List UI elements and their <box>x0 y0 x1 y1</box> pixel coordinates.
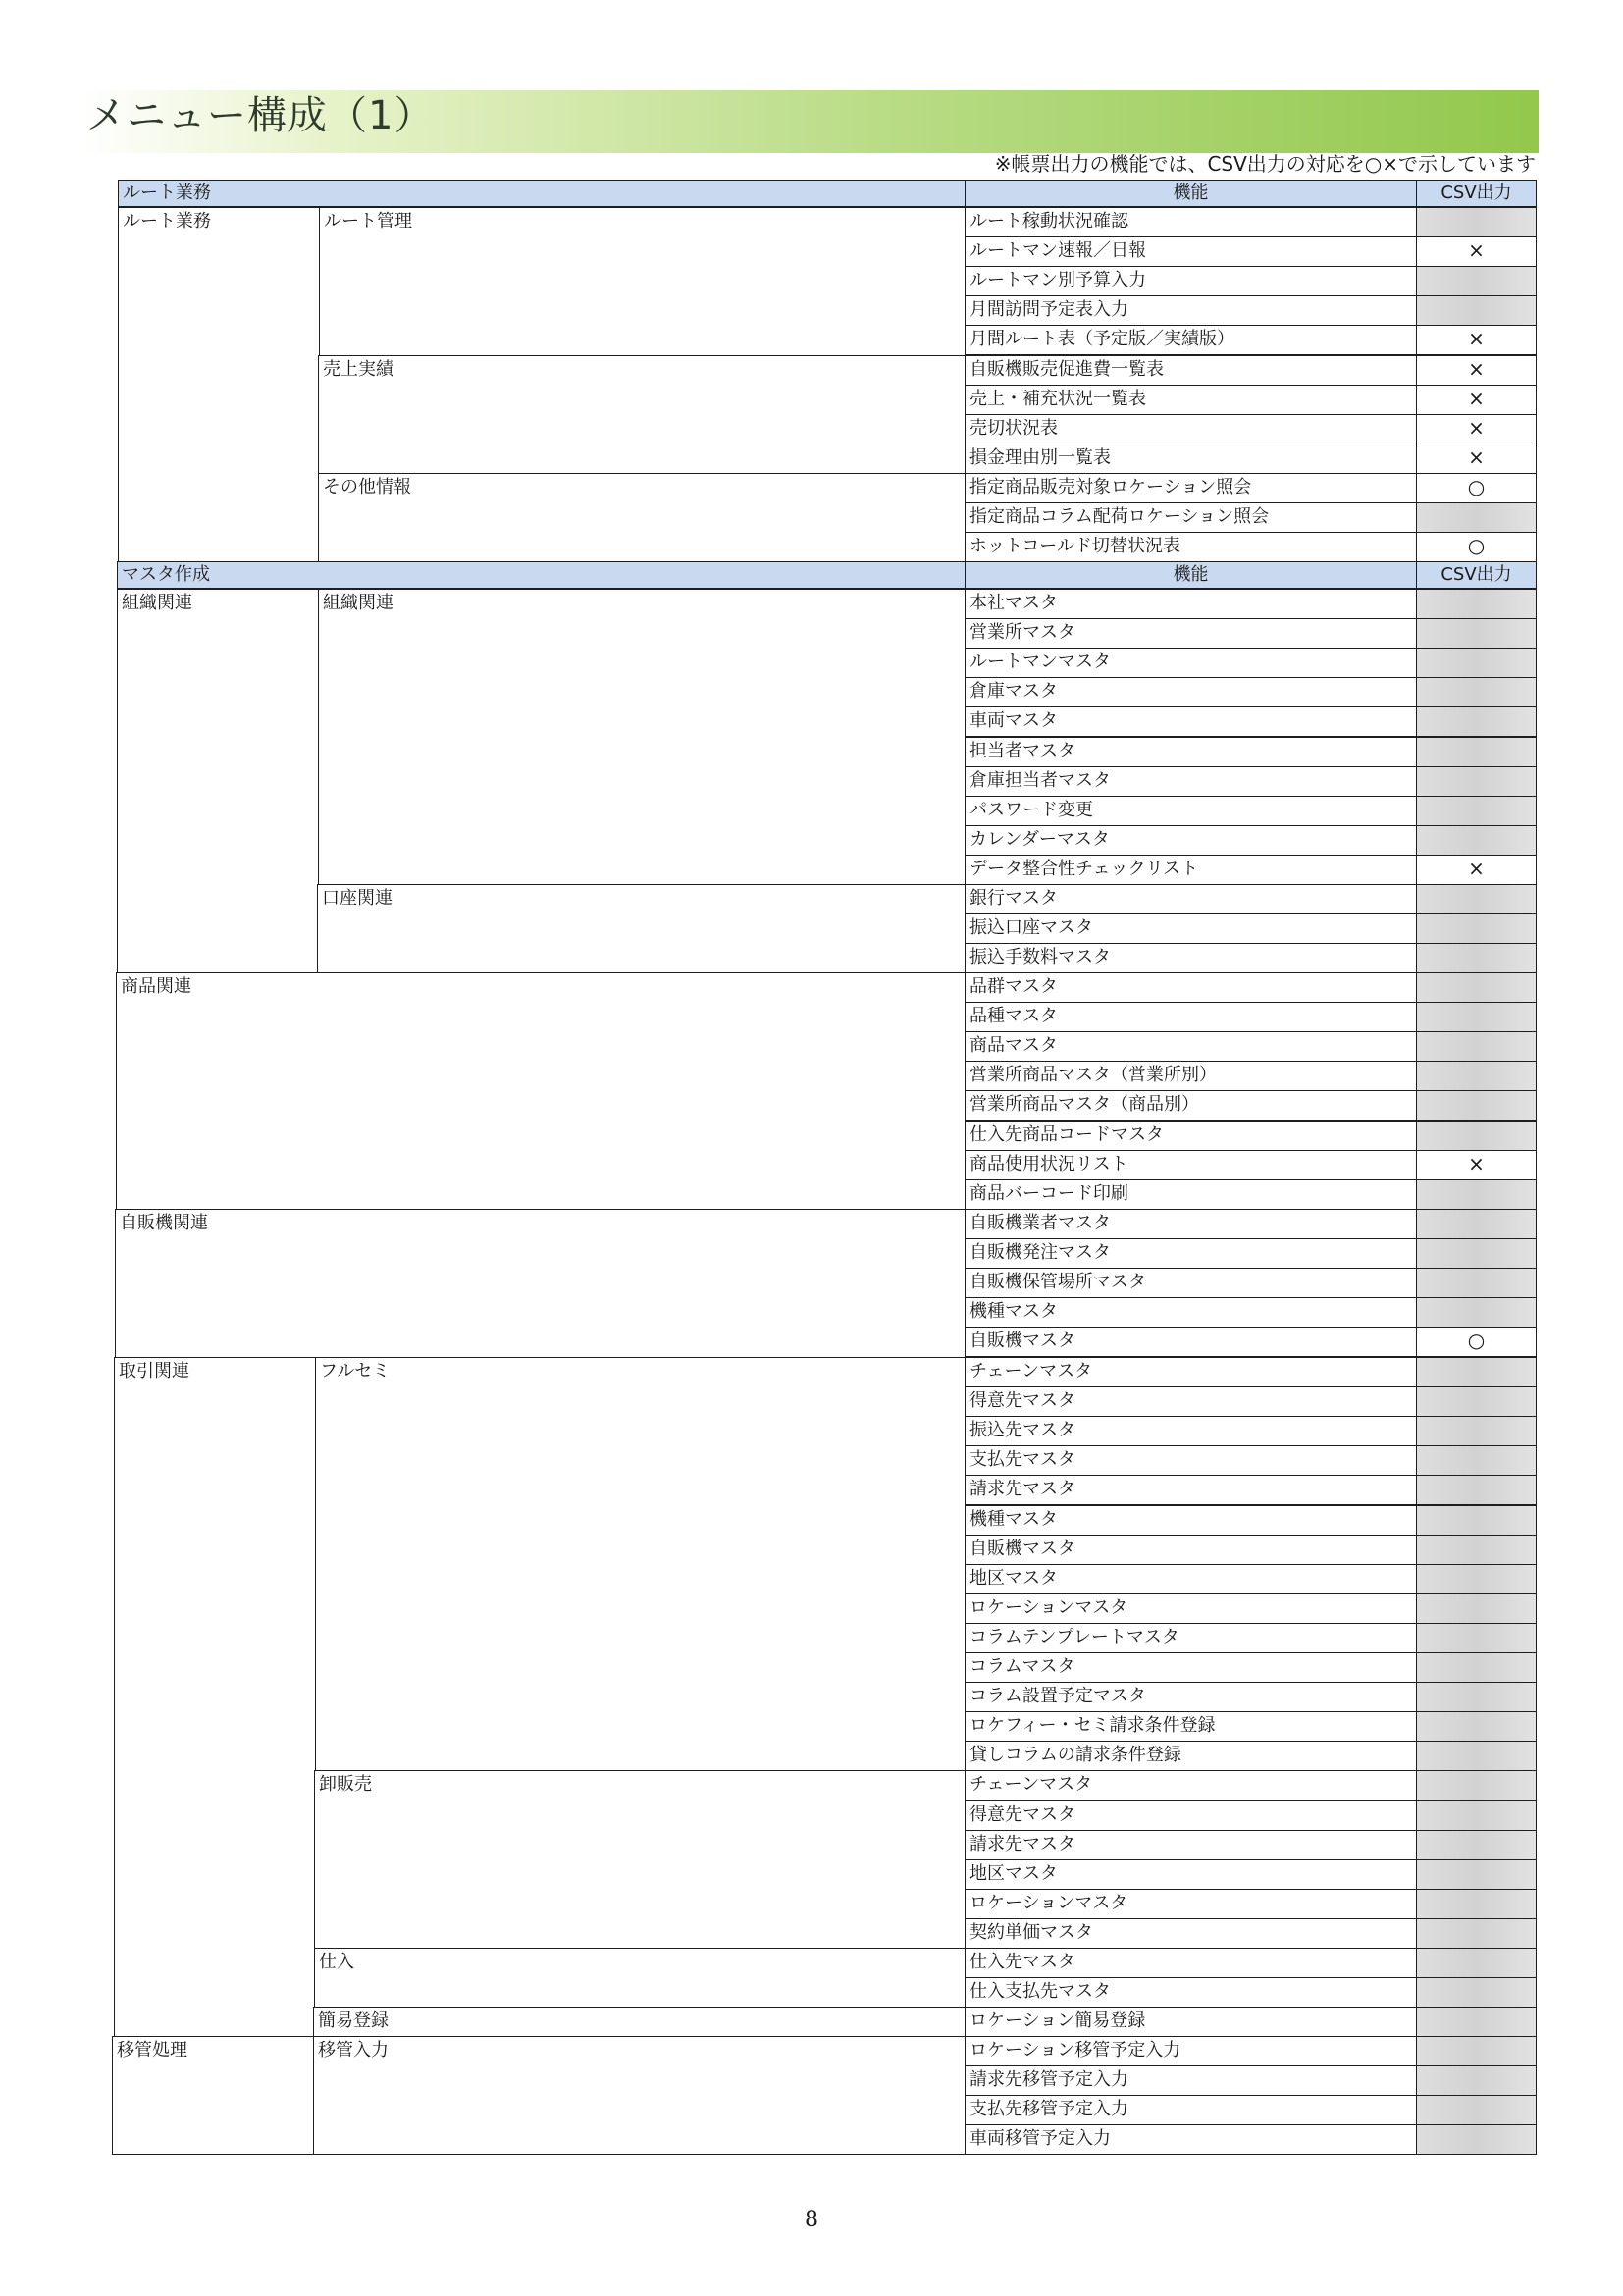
menu-item-csv <box>1416 1445 1537 1476</box>
menu-item-csv <box>1416 266 1537 296</box>
menu-item-function: 請求先マスタ <box>965 1830 1417 1860</box>
menu-item-function: 支払先移管予定入力 <box>965 2095 1417 2125</box>
menu-item-function: 指定商品販売対象ロケーション照会 <box>965 473 1417 503</box>
menu-item-function: ルートマン速報／日報 <box>965 236 1417 267</box>
menu-item-csv <box>1416 1800 1537 1831</box>
menu-item-csv <box>1416 677 1537 707</box>
menu-item-function: 自販機発注マスタ <box>965 1238 1417 1269</box>
menu-item-function: 地区マスタ <box>965 1564 1417 1594</box>
menu-item-function: 請求先移管予定入力 <box>965 2065 1417 2096</box>
group-label: 組織関連 <box>117 589 320 973</box>
subgroup-label: 簡易登録 <box>313 2007 966 2037</box>
menu-item-csv <box>1416 1593 1537 1624</box>
subgroup-label: フルセミ <box>315 1357 966 1771</box>
menu-item-function: ロケーションマスタ <box>965 1593 1417 1624</box>
menu-item-function: 車両マスタ <box>965 706 1417 737</box>
menu-item-csv <box>1416 913 1537 944</box>
menu-item-function: ルートマン別予算入力 <box>965 266 1417 296</box>
menu-item-function: 自販機保管場所マスタ <box>965 1268 1417 1298</box>
menu-item-csv <box>1416 618 1537 649</box>
menu-item-function: 機種マスタ <box>965 1505 1417 1536</box>
menu-item-csv <box>1416 1859 1537 1890</box>
menu-item-function: 売切状況表 <box>965 414 1417 444</box>
menu-item-csv <box>1416 2095 1537 2125</box>
menu-item-function: ホットコールド切替状況表 <box>965 532 1417 562</box>
menu-item-function: 売上・補充状況一覧表 <box>965 385 1417 415</box>
menu-item-csv <box>1416 1475 1537 1505</box>
menu-item-function: チェーンマスタ <box>965 1770 1417 1800</box>
menu-item-function: 商品使用状況リスト <box>965 1150 1417 1180</box>
subgroup-label: 移管入力 <box>313 2036 966 2155</box>
menu-item-csv <box>1416 295 1537 326</box>
menu-item-csv <box>1416 766 1537 797</box>
group-label: 取引関連 <box>114 1357 320 2037</box>
subgroup-label: 卸販売 <box>314 1770 966 1949</box>
menu-item-function: 自販機業者マスタ <box>965 1209 1417 1239</box>
menu-item-function: 仕入先マスタ <box>965 1948 1417 1978</box>
menu-item-csv <box>1416 2124 1537 2155</box>
subgroup-label: 組織関連 <box>318 589 966 885</box>
menu-item-csv <box>1416 884 1537 914</box>
menu-item-function: データ整合性チェックリスト <box>965 855 1417 885</box>
column-header-function: 機能 <box>965 180 1417 207</box>
menu-item-function: 商品バーコード印刷 <box>965 1179 1417 1210</box>
menu-item-function: 営業所マスタ <box>965 618 1417 649</box>
menu-item-function: 振込手数料マスタ <box>965 943 1417 973</box>
menu-item-function: チェーンマスタ <box>965 1357 1417 1387</box>
csv-legend-note: ※帳票出力の機能では、CSV出力の対応を○×で示しています <box>994 152 1536 176</box>
menu-item-function: パスワード変更 <box>965 796 1417 826</box>
column-header-csv: CSV出力 <box>1416 561 1537 589</box>
menu-item-csv <box>1416 1386 1537 1417</box>
menu-item-csv: × <box>1416 385 1537 415</box>
menu-item-csv <box>1416 1061 1537 1091</box>
menu-item-function: 自販機マスタ <box>965 1535 1417 1565</box>
menu-item-csv: × <box>1416 444 1537 474</box>
subgroup-label: 口座関連 <box>317 884 966 973</box>
menu-item-function: 商品マスタ <box>965 1031 1417 1062</box>
menu-item-function: 契約単価マスタ <box>965 1918 1417 1949</box>
page-number: 8 <box>805 2208 818 2232</box>
menu-item-function: ロケーションマスタ <box>965 1889 1417 1919</box>
menu-item-function: コラムテンプレートマスタ <box>965 1623 1417 1653</box>
menu-item-csv <box>1416 1889 1537 1919</box>
menu-item-csv <box>1416 972 1537 1003</box>
menu-item-csv: ○ <box>1416 473 1537 503</box>
menu-item-csv <box>1416 1357 1537 1387</box>
menu-item-csv <box>1416 2036 1537 2066</box>
subgroup-label: 売上実績 <box>318 355 966 474</box>
menu-item-csv <box>1416 1711 1537 1742</box>
menu-item-function: 仕入先商品コードマスタ <box>965 1121 1417 1151</box>
menu-item-function: 車両移管予定入力 <box>965 2124 1417 2155</box>
menu-item-csv <box>1416 1209 1537 1239</box>
menu-item-csv <box>1416 1977 1537 2008</box>
menu-item-csv <box>1416 207 1537 237</box>
menu-item-csv <box>1416 2065 1537 2096</box>
menu-item-function: 得意先マスタ <box>965 1800 1417 1831</box>
menu-item-function: 振込先マスタ <box>965 1416 1417 1446</box>
menu-item-function: 仕入支払先マスタ <box>965 1977 1417 2008</box>
menu-item-csv <box>1416 1090 1537 1121</box>
menu-item-csv: × <box>1416 236 1537 267</box>
menu-item-csv <box>1416 502 1537 533</box>
menu-item-csv: × <box>1416 325 1537 355</box>
section-header-label: マスタ作成 <box>117 561 966 589</box>
menu-item-function: 損金理由別一覧表 <box>965 444 1417 474</box>
subgroup-label: ルート管理 <box>319 207 966 356</box>
menu-item-function: ロケフィー・セミ請求条件登録 <box>965 1711 1417 1742</box>
group-label: ルート業務 <box>118 207 320 562</box>
menu-item-function: ルート稼動状況確認 <box>965 207 1417 237</box>
menu-item-csv <box>1416 943 1537 973</box>
page-title: メニュー構成（1） <box>86 93 435 138</box>
menu-item-function: 機種マスタ <box>965 1297 1417 1328</box>
menu-item-function: 地区マスタ <box>965 1859 1417 1890</box>
menu-item-csv: ○ <box>1416 1327 1537 1357</box>
menu-item-function: 品群マスタ <box>965 972 1417 1003</box>
column-header-csv: CSV出力 <box>1416 180 1537 207</box>
menu-item-csv <box>1416 1179 1537 1210</box>
menu-item-function: 自販機マスタ <box>965 1327 1417 1357</box>
menu-item-function: 請求先マスタ <box>965 1475 1417 1505</box>
menu-item-function: 得意先マスタ <box>965 1386 1417 1417</box>
menu-item-csv <box>1416 1416 1537 1446</box>
menu-item-function: 月間ルート表（予定版／実績版） <box>965 325 1417 355</box>
menu-item-csv <box>1416 1268 1537 1298</box>
subgroup-label: 仕入 <box>314 1948 966 2008</box>
menu-item-csv: × <box>1416 1150 1537 1180</box>
menu-item-function: 指定商品コラム配荷ロケーション照会 <box>965 502 1417 533</box>
menu-item-function: 営業所商品マスタ（商品別） <box>965 1090 1417 1121</box>
menu-item-csv <box>1416 1564 1537 1594</box>
menu-item-csv: × <box>1416 355 1537 386</box>
menu-item-csv <box>1416 1682 1537 1712</box>
group-label: 商品関連 <box>116 972 966 1210</box>
menu-item-function: カレンダーマスタ <box>965 825 1417 856</box>
menu-item-function: ロケーション移管予定入力 <box>965 2036 1417 2066</box>
menu-item-function: コラムマスタ <box>965 1652 1417 1683</box>
menu-item-function: 月間訪問予定表入力 <box>965 295 1417 326</box>
menu-item-csv <box>1416 589 1537 619</box>
menu-item-csv <box>1416 1002 1537 1032</box>
menu-item-csv <box>1416 825 1537 856</box>
menu-item-function: 支払先マスタ <box>965 1445 1417 1476</box>
menu-item-function: コラム設置予定マスタ <box>965 1682 1417 1712</box>
menu-item-function: 倉庫マスタ <box>965 677 1417 707</box>
menu-item-csv: × <box>1416 855 1537 885</box>
menu-item-csv <box>1416 1535 1537 1565</box>
menu-item-csv <box>1416 737 1537 767</box>
menu-item-csv <box>1416 1741 1537 1771</box>
menu-item-function: 倉庫担当者マスタ <box>965 766 1417 797</box>
menu-item-function: ルートマンマスタ <box>965 648 1417 678</box>
group-label: 自販機関連 <box>115 1209 966 1358</box>
menu-item-csv <box>1416 1830 1537 1860</box>
menu-item-function: 貸しコラムの請求条件登録 <box>965 1741 1417 1771</box>
menu-item-csv <box>1416 1297 1537 1328</box>
menu-item-csv <box>1416 1770 1537 1800</box>
menu-item-function: ロケーション簡易登録 <box>965 2007 1417 2037</box>
menu-item-csv <box>1416 1238 1537 1269</box>
menu-item-csv <box>1416 1121 1537 1151</box>
menu-item-function: 本社マスタ <box>965 589 1417 619</box>
menu-item-csv <box>1416 1918 1537 1949</box>
menu-item-csv: ○ <box>1416 532 1537 562</box>
menu-item-csv <box>1416 706 1537 737</box>
menu-item-function: 銀行マスタ <box>965 884 1417 914</box>
menu-item-csv: × <box>1416 414 1537 444</box>
menu-item-function: 担当者マスタ <box>965 737 1417 767</box>
subgroup-label: その他情報 <box>318 473 966 562</box>
group-label: 移管処理 <box>112 2036 320 2155</box>
menu-item-csv <box>1416 1505 1537 1536</box>
menu-item-csv <box>1416 1652 1537 1683</box>
menu-item-function: 営業所商品マスタ（営業所別） <box>965 1061 1417 1091</box>
menu-item-csv <box>1416 1031 1537 1062</box>
menu-item-csv <box>1416 648 1537 678</box>
menu-item-csv <box>1416 796 1537 826</box>
menu-item-csv <box>1416 1948 1537 1978</box>
menu-item-function: 振込口座マスタ <box>965 913 1417 944</box>
menu-item-csv <box>1416 1623 1537 1653</box>
section-header-label: ルート業務 <box>118 180 966 207</box>
column-header-function: 機能 <box>965 561 1417 589</box>
menu-item-function: 品種マスタ <box>965 1002 1417 1032</box>
menu-item-csv <box>1416 2007 1537 2037</box>
menu-item-function: 自販機販売促進費一覧表 <box>965 355 1417 386</box>
